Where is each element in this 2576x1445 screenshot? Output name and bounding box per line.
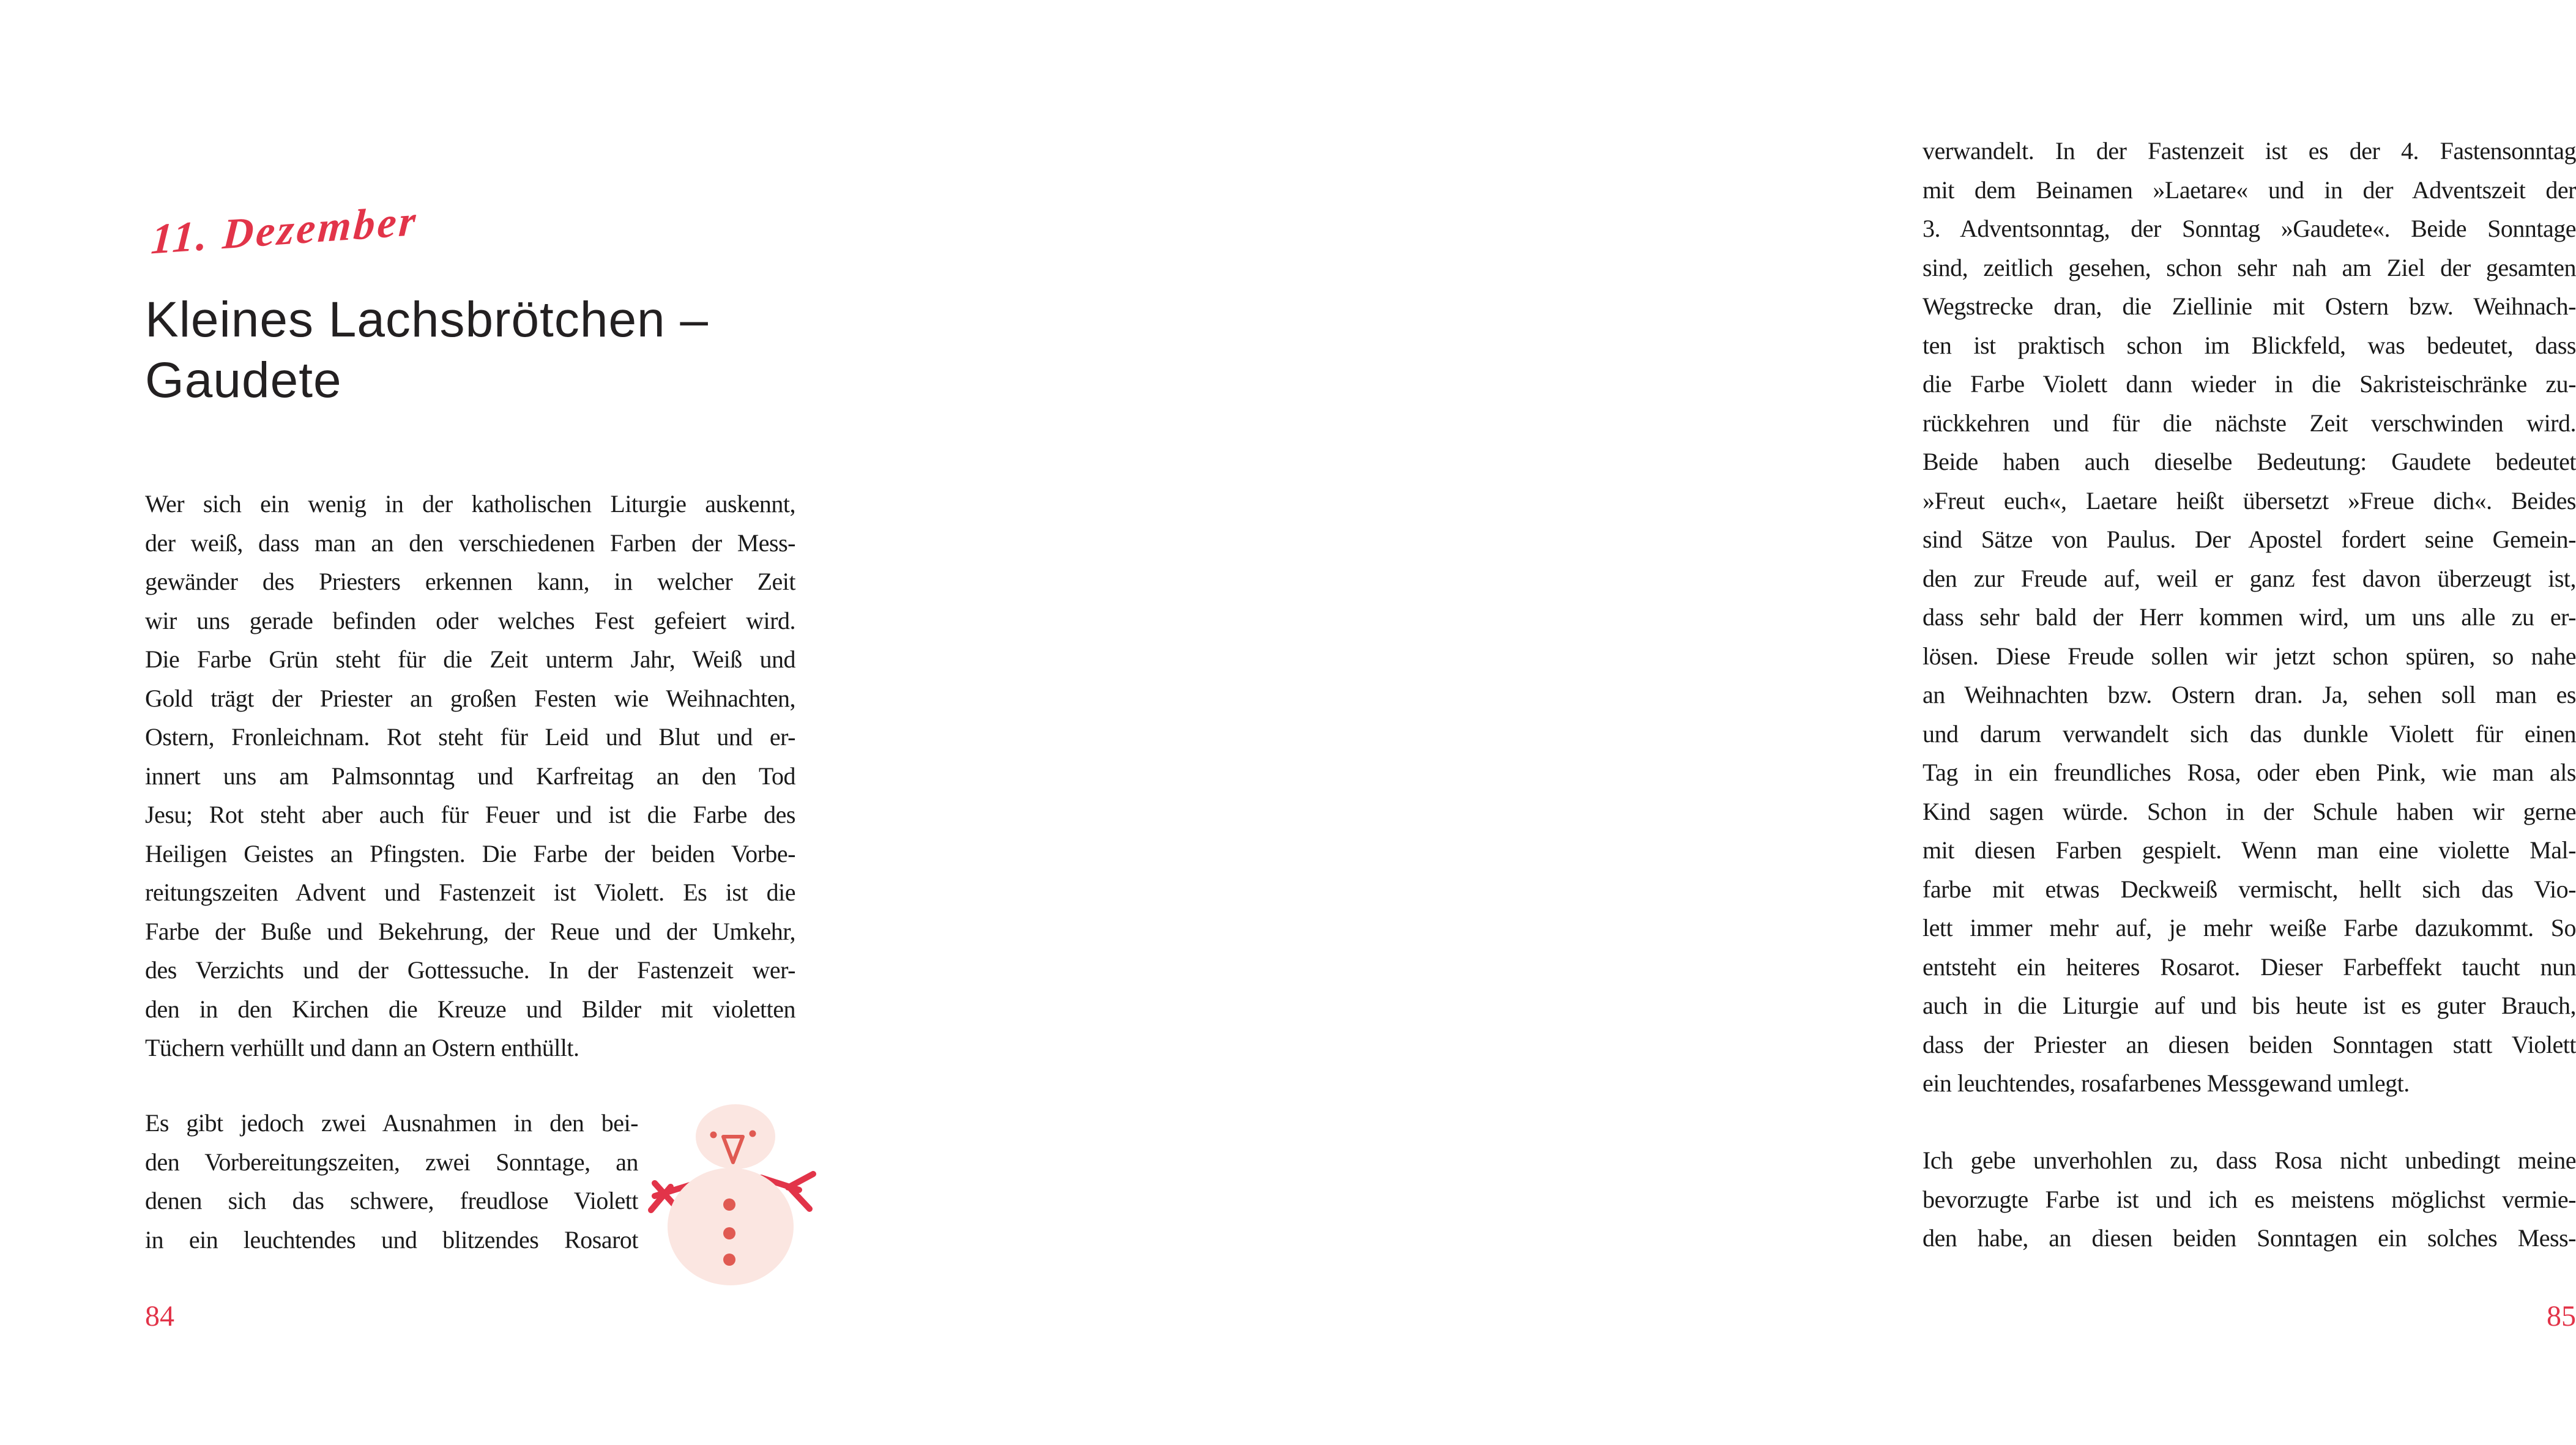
text-line: Jesu; Rot steht aber auch für Feuer und ist die Farbe des — [145, 801, 795, 828]
text-line: entsteht ein heiteres Rosarot. Dieser Farbeffekt taucht nun — [1923, 953, 2576, 981]
text-line: den Vorbereitungszeiten, zwei Sonntage, an — [145, 1148, 638, 1176]
chapter-title-line-1: Kleines Lachsbrötchen – — [145, 292, 709, 347]
right-page — [903, 0, 2576, 1445]
snowman-button-3 — [723, 1254, 735, 1266]
text-line: dass der Priester an diesen beiden Sonntagen statt Violett — [1923, 1030, 2576, 1058]
text-line: sind, zeitlich gesehen, schon sehr nah am Ziel der gesamten — [1923, 253, 2576, 281]
text-line: Beide haben auch dieselbe Bedeutung: Gaudete bedeutet — [1923, 448, 2576, 475]
text-line: den zur Freude auf, weil er ganz fest davon überzeugt ist, — [1923, 564, 2576, 592]
text-line: verwandelt. In der Fastenzeit ist es der 4. Fastensonntag — [1923, 137, 2576, 165]
text-line: Wer sich ein wenig in der katholischen Liturgie auskennt, — [145, 490, 795, 518]
text-line: dass sehr bald der Herr kommen wird, um uns alle zu er- — [1923, 603, 2576, 631]
snowman-illustration — [644, 1096, 818, 1289]
text-line: denen sich das schwere, freudlose Violett — [145, 1187, 638, 1214]
text-line: Kind sagen würde. Schon in der Schule haben wir gerne — [1923, 797, 2576, 825]
text-line: Es gibt jedoch zwei Ausnahmen in den bei- — [145, 1109, 638, 1137]
text-line: innert uns am Palmsonntag und Karfreitag an den Tod — [145, 762, 795, 790]
text-line: ein leuchtendes, rosafarbenes Messgewand umlegt. — [1923, 1069, 2410, 1097]
text-line: bevorzugte Farbe ist und ich es meistens möglichst vermie- — [1923, 1185, 2576, 1213]
text-line: farbe mit etwas Deckweiß vermischt, hellt sich das Vio- — [1923, 875, 2576, 903]
text-line: Gold trägt der Priester an großen Festen wie Weihnachten, — [145, 684, 795, 712]
text-line: Farbe der Buße und Bekehrung, der Reue und der Umkehr, — [145, 917, 795, 945]
text-line: lösen. Diese Freude sollen wir jetzt schon spüren, so nahe — [1923, 642, 2576, 670]
snowman-button-1 — [723, 1198, 735, 1211]
chapter-title-line-2: Gaudete — [145, 352, 342, 408]
body-paragraph-2 — [145, 1104, 638, 1259]
body-paragraph-4 — [1923, 1141, 2576, 1258]
text-line: Tag in ein freundliches Rosa, oder eben Pink, wie man als — [1923, 759, 2576, 786]
text-line: und darum verwandelt sich das dunkle Violett für einen — [1923, 719, 2576, 748]
text-line: sind Sätze von Paulus. Der Apostel fordert seine Gemein- — [1923, 526, 2576, 553]
text-line: Die Farbe Grün steht für die Zeit unterm Jahr, Weiß und — [145, 645, 795, 673]
left-page — [0, 0, 903, 1445]
snowman-body — [668, 1168, 794, 1285]
text-line: der weiß, dass man an den verschiedenen Farben der Mess- — [145, 529, 795, 557]
page-number-left: 84 — [145, 1300, 174, 1332]
text-line: mit diesen Farben gespielt. Wenn man eine violette Mal- — [1923, 836, 2576, 864]
text-line: ten ist praktisch schon im Blickfeld, was bedeutet, dass — [1923, 331, 2576, 359]
body-paragraph-1 — [145, 485, 795, 1068]
snowman-right-eye — [750, 1131, 756, 1137]
text-line: Ostern, Fronleichnam. Rot steht für Leid und Blut und er- — [145, 723, 795, 751]
text-line: Ich gebe unverhohlen zu, dass Rosa nicht unbedingt meine — [1923, 1146, 2576, 1174]
text-line: lett immer mehr auf, je mehr weiße Farbe dazukommt. So — [1923, 914, 2576, 942]
text-line: den in den Kirchen die Kreuze und Bilder mit violetten — [145, 995, 795, 1023]
snowman-left-eye — [710, 1132, 717, 1139]
text-line: auch in die Liturgie auf und bis heute ist es guter Brauch, — [1923, 992, 2576, 1019]
chapter-title — [145, 289, 855, 410]
text-line: Heiligen Geistes an Pfingsten. Die Farbe der beiden Vorbe- — [145, 839, 795, 867]
snowman-button-2 — [723, 1227, 735, 1239]
text-line: wir uns gerade befinden oder welches Fest gefeiert wird. — [145, 606, 795, 634]
text-line: des Verzichts und der Gottessuche. In der Fastenzeit wer- — [145, 956, 795, 984]
body-paragraph-3 — [1923, 132, 2576, 1103]
text-line: Tüchern verhüllt und dann an Ostern enthüllt. — [145, 1034, 579, 1061]
page-number-right: 85 — [2547, 1300, 2576, 1332]
text-line: den habe, an diesen beiden Sonntagen ein solches Mess- — [1923, 1224, 2576, 1252]
text-line: Wegstrecke dran, die Ziellinie mit Ostern bzw. Weihnach- — [1923, 292, 2576, 320]
text-line: »Freut euch«, Laetare heißt übersetzt »Freue dich«. Beides — [1923, 486, 2576, 514]
text-line: die Farbe Violett dann wieder in die Sakristeischränke zu- — [1923, 370, 2576, 398]
text-line: in ein leuchtendes und blitzendes Rosarot — [145, 1225, 638, 1254]
text-line: an Weihnachten bzw. Ostern dran. Ja, sehen soll man es — [1923, 681, 2576, 708]
text-line: rückkehren und für die nächste Zeit verschwinden wird. — [1923, 409, 2576, 437]
date-heading: 11. Dezember — [149, 197, 420, 264]
text-line: reitungszeiten Advent und Fastenzeit ist Violett. Es ist die — [145, 879, 795, 906]
text-line: 3. Adventsonntag, der Sonntag »Gaudete«. Beide Sonntage — [1923, 215, 2576, 242]
text-line: mit dem Beinamen »Laetare« und in der Adventszeit der — [1923, 176, 2576, 204]
text-line: gewänder des Priesters erkennen kann, in welcher Zeit — [145, 568, 795, 595]
